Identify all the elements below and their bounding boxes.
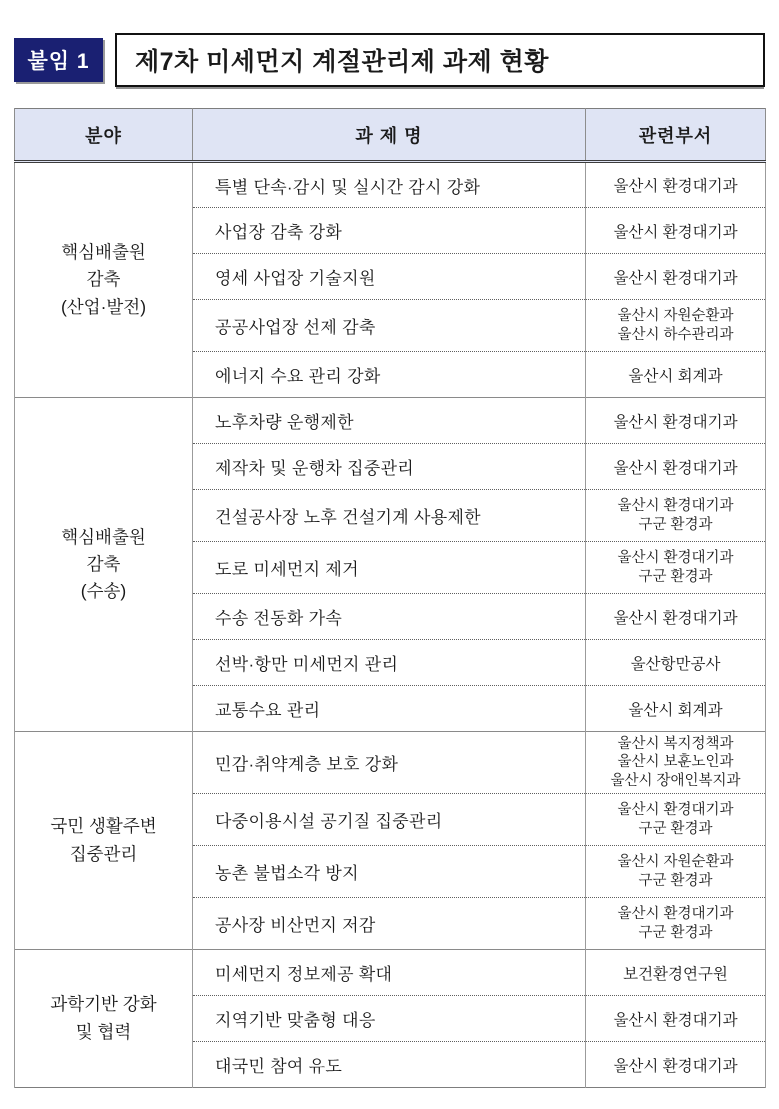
department-cell: 울산시 자원순환과 구군 환경과	[586, 846, 766, 898]
document-header	[14, 33, 765, 87]
department-cell: 보건환경연구원	[586, 950, 766, 996]
task-cell: 민감·취약계층 보호 강화	[193, 732, 586, 794]
category-cell: 핵심배출원 감축 (수송)	[15, 398, 193, 732]
task-cell: 도로 미세먼지 제거	[193, 542, 586, 594]
department-cell: 울산시 복지정책과 울산시 보훈노인과 울산시 장애인복지과	[586, 732, 766, 794]
task-table	[14, 108, 766, 1088]
task-cell: 다중이용시설 공기질 집중관리	[193, 794, 586, 846]
department-cell: 울산시 환경대기과	[586, 594, 766, 640]
department-cell: 울산시 환경대기과	[586, 1042, 766, 1088]
department-cell: 울산항만공사	[586, 640, 766, 686]
attachment-badge: 붙임 1	[14, 38, 103, 82]
page-title: 제7차 미세먼지 계절관리제 과제 현황	[115, 33, 765, 87]
department-cell: 울산시 환경대기과	[586, 996, 766, 1042]
task-cell: 교통수요 관리	[193, 686, 586, 732]
table-row	[15, 162, 766, 208]
department-cell: 울산시 환경대기과 구군 환경과	[586, 898, 766, 950]
task-cell: 사업장 감축 강화	[193, 208, 586, 254]
task-cell: 에너지 수요 관리 강화	[193, 352, 586, 398]
task-cell: 제작차 및 운행차 집중관리	[193, 444, 586, 490]
department-cell: 울산시 환경대기과	[586, 254, 766, 300]
category-cell: 국민 생활주변 집중관리	[15, 732, 193, 950]
task-cell: 건설공사장 노후 건설기계 사용제한	[193, 490, 586, 542]
department-cell: 울산시 회계과	[586, 352, 766, 398]
category-cell: 과학기반 강화 및 협력	[15, 950, 193, 1088]
table-header-row	[15, 109, 766, 162]
task-cell: 공사장 비산먼지 저감	[193, 898, 586, 950]
department-cell: 울산시 회계과	[586, 686, 766, 732]
table-row	[15, 732, 766, 794]
department-cell: 울산시 환경대기과 구군 환경과	[586, 542, 766, 594]
header-cell-category: 분야	[15, 109, 193, 162]
task-cell: 수송 전동화 가속	[193, 594, 586, 640]
task-cell: 영세 사업장 기술지원	[193, 254, 586, 300]
department-cell: 울산시 환경대기과	[586, 444, 766, 490]
table-row	[15, 950, 766, 996]
department-cell: 울산시 환경대기과	[586, 162, 766, 208]
department-cell: 울산시 자원순환과 울산시 하수관리과	[586, 300, 766, 352]
table-header	[15, 109, 766, 162]
department-cell: 울산시 환경대기과 구군 환경과	[586, 794, 766, 846]
header-cell-department: 관련부서	[586, 109, 766, 162]
task-cell: 노후차량 운행제한	[193, 398, 586, 444]
task-cell: 지역기반 맞춤형 대응	[193, 996, 586, 1042]
task-cell: 미세먼지 정보제공 확대	[193, 950, 586, 996]
task-cell: 공공사업장 선제 감축	[193, 300, 586, 352]
department-cell: 울산시 환경대기과	[586, 208, 766, 254]
department-cell: 울산시 환경대기과 구군 환경과	[586, 490, 766, 542]
task-cell: 농촌 불법소각 방지	[193, 846, 586, 898]
table-body	[15, 162, 766, 1088]
task-cell: 대국민 참여 유도	[193, 1042, 586, 1088]
task-cell: 선박·항만 미세먼지 관리	[193, 640, 586, 686]
task-cell: 특별 단속·감시 및 실시간 감시 강화	[193, 162, 586, 208]
table-row	[15, 398, 766, 444]
department-cell: 울산시 환경대기과	[586, 398, 766, 444]
header-cell-task: 과 제 명	[193, 109, 586, 162]
category-cell: 핵심배출원 감축 (산업·발전)	[15, 162, 193, 398]
